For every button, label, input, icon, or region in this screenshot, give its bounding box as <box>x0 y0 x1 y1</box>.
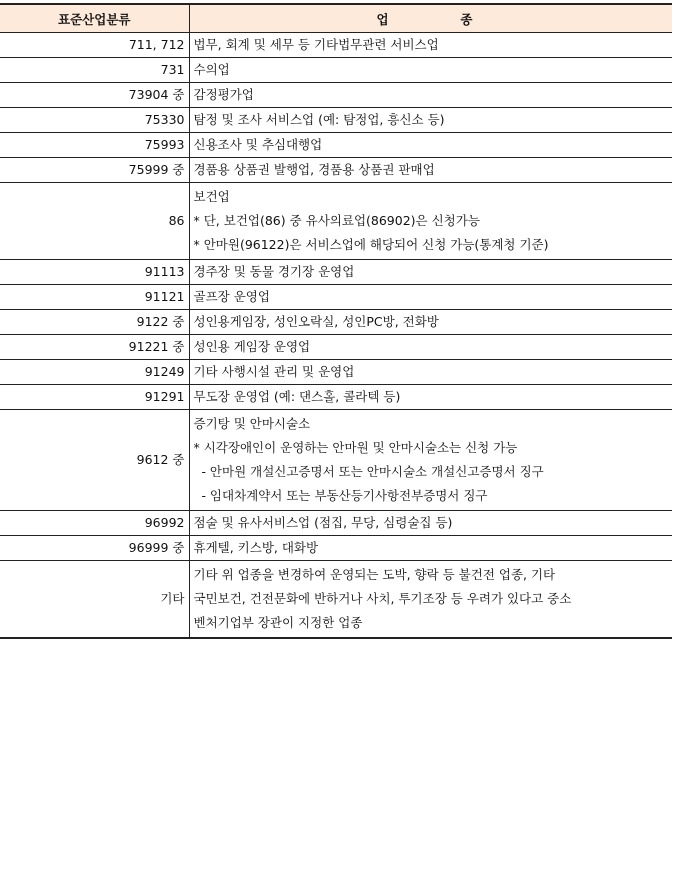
table-row <box>0 511 672 536</box>
business-type-line: - 임대차계약서 또는 부동산등기사항전부증명서 징구 <box>193 488 488 503</box>
business-type-line: * 시각장애인이 운영하는 안마원 및 안마시술소는 신청 가능 <box>193 440 518 455</box>
table-row <box>0 410 672 511</box>
industry-code-cell: 9122 중 <box>0 310 189 335</box>
business-type-cell <box>189 410 672 511</box>
table-row <box>0 183 672 260</box>
business-type-line: 감정평가업 <box>193 87 254 102</box>
industry-code-cell: 75999 중 <box>0 158 189 183</box>
table-body <box>0 33 672 639</box>
industry-code-cell: 96999 중 <box>0 536 189 561</box>
table-row <box>0 335 672 360</box>
industry-code-cell: 75330 <box>0 108 189 133</box>
industry-code-cell: 96992 <box>0 511 189 536</box>
industry-code-cell: 73904 중 <box>0 83 189 108</box>
industry-code-cell: 91291 <box>0 385 189 410</box>
table-row <box>0 310 672 335</box>
business-type-line: 신용조사 및 추심대행업 <box>193 137 323 152</box>
table-row <box>0 360 672 385</box>
business-type-line: 벤처기업부 장관이 지정한 업종 <box>193 615 363 630</box>
restricted-industry-table <box>0 3 672 639</box>
business-type-cell <box>189 536 672 561</box>
table-row <box>0 133 672 158</box>
header-industry-code: 표준산업분류 <box>0 4 189 33</box>
table-row <box>0 285 672 310</box>
table-row <box>0 385 672 410</box>
industry-code-cell: 91249 <box>0 360 189 385</box>
business-type-cell <box>189 285 672 310</box>
industry-code-cell: 9612 중 <box>0 410 189 511</box>
header-business-type-first: 업 <box>376 11 389 27</box>
table-row <box>0 108 672 133</box>
business-type-cell <box>189 183 672 260</box>
business-type-cell <box>189 33 672 58</box>
business-type-line: * 안마원(96122)은 서비스업에 해당되어 신청 가능(통계청 기준) <box>193 237 549 252</box>
business-type-cell <box>189 310 672 335</box>
header-business-type <box>189 4 672 33</box>
industry-code-cell: 86 <box>0 183 189 260</box>
business-type-cell <box>189 360 672 385</box>
industry-code-cell: 91113 <box>0 260 189 285</box>
header-business-type-second: 종 <box>460 11 473 27</box>
business-type-cell <box>189 335 672 360</box>
table-row <box>0 561 672 639</box>
business-type-cell <box>189 561 672 639</box>
industry-code-cell: 91221 중 <box>0 335 189 360</box>
table-row <box>0 158 672 183</box>
business-type-line: 골프장 운영업 <box>193 289 270 304</box>
business-type-line: 경주장 및 동물 경기장 운영업 <box>193 264 355 279</box>
table-row <box>0 58 672 83</box>
business-type-cell <box>189 385 672 410</box>
business-type-cell <box>189 133 672 158</box>
industry-code-cell: 75993 <box>0 133 189 158</box>
business-type-line: 탐정 및 조사 서비스업 (예: 탐정업, 흥신소 등) <box>193 112 445 127</box>
business-type-line: 성인용게임장, 성인오락실, 성인PC방, 전화방 <box>193 314 439 329</box>
business-type-line: * 단, 보건업(86) 중 유사의료업(86902)은 신청가능 <box>193 213 480 228</box>
table-row <box>0 260 672 285</box>
business-type-line: 휴게텔, 키스방, 대화방 <box>193 540 319 555</box>
business-type-line: 경품용 상품권 발행업, 경품용 상품권 판매업 <box>193 162 435 177</box>
industry-code-cell: 711, 712 <box>0 33 189 58</box>
business-type-cell <box>189 260 672 285</box>
business-type-line: 법무, 회계 및 세무 등 기타법무관련 서비스업 <box>193 37 439 52</box>
business-type-line: 성인용 게임장 운영업 <box>193 339 311 354</box>
business-type-cell <box>189 158 672 183</box>
table-row <box>0 83 672 108</box>
industry-code-cell: 91121 <box>0 285 189 310</box>
industry-code-cell: 731 <box>0 58 189 83</box>
business-type-cell <box>189 58 672 83</box>
business-type-line: 기타 위 업종을 변경하여 운영되는 도박, 향락 등 불건전 업종, 기타 <box>193 567 556 582</box>
business-type-line: 보건업 <box>193 189 230 204</box>
table-header-row <box>0 4 672 33</box>
business-type-line: 증기탕 및 안마시술소 <box>193 416 311 431</box>
business-type-cell <box>189 511 672 536</box>
business-type-line: 국민보건, 건전문화에 반하거나 사치, 투기조장 등 우려가 있다고 중소 <box>193 591 572 606</box>
table-row <box>0 33 672 58</box>
business-type-line: 점술 및 유사서비스업 (점집, 무당, 심령술집 등) <box>193 515 453 530</box>
business-type-cell <box>189 83 672 108</box>
business-type-line: 무도장 운영업 (예: 댄스홀, 콜라텍 등) <box>193 389 401 404</box>
business-type-line: - 안마원 개설신고증명서 또는 안마시술소 개설신고증명서 징구 <box>193 464 544 479</box>
table-row <box>0 536 672 561</box>
business-type-line: 기타 사행시설 관리 및 운영업 <box>193 364 355 379</box>
business-type-cell <box>189 108 672 133</box>
industry-code-cell: 기타 <box>0 561 189 639</box>
business-type-line: 수의업 <box>193 62 230 77</box>
